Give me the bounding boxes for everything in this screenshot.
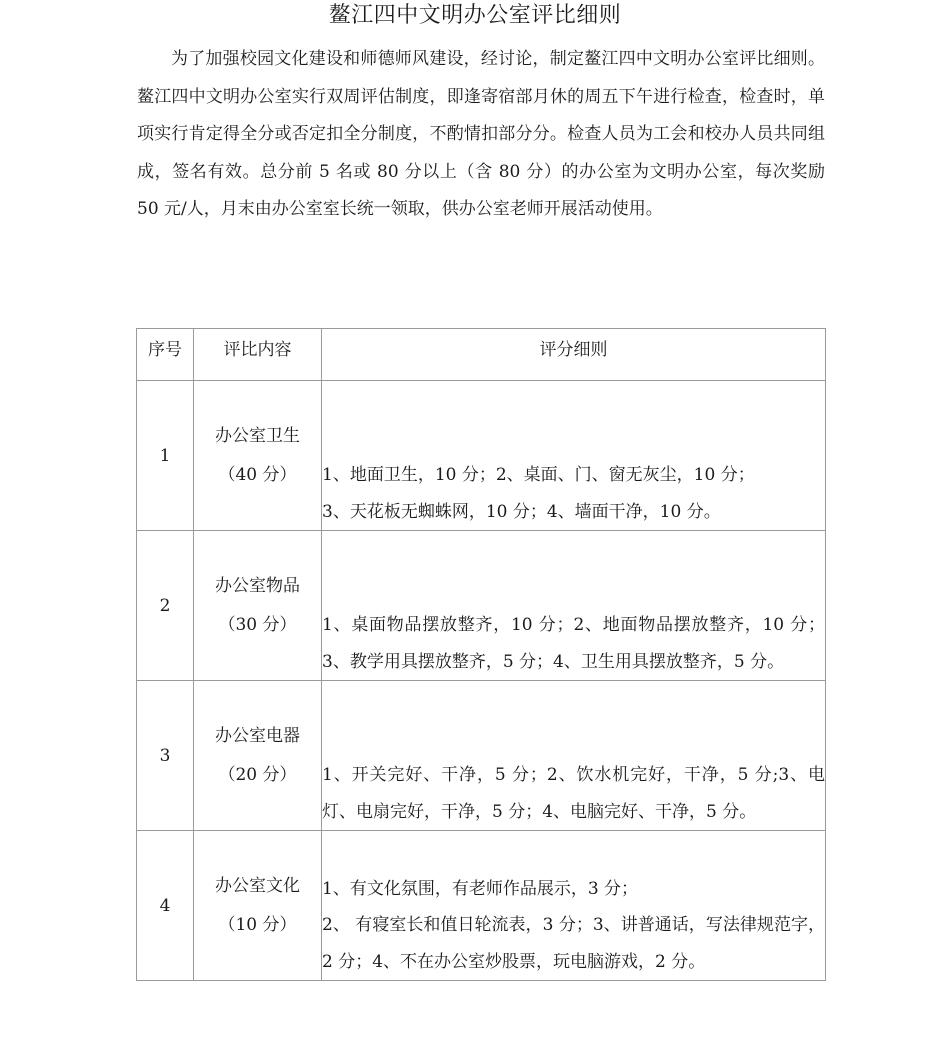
table-header-row: [137, 329, 826, 381]
row-number: 4: [137, 831, 194, 981]
row-item-points: （10 分）: [218, 914, 297, 935]
row-number: 1: [137, 381, 194, 531]
row-detail: [322, 531, 826, 681]
header-number: 序号: [137, 329, 194, 381]
detail-line: 1、有文化氛围，有老师作品展示，3 分；: [322, 878, 639, 899]
row-detail: [322, 681, 826, 831]
intro-paragraph: 为了加强校园文化建设和师德师风建设，经讨论，制定鳌江四中文明办公室评比细则。鳌江四中文明办公室实行双周评估制度，即逢寄宿部月休的周五下午进行检查，检查时，单项实行肯定得全分或否定扣全分制度，不酌情扣部分分。检查人员为工会和校办人员共同组成，签名有效。总分前 5 名或 80 分以上（含 80 分）的办公室为文明办公室，每次奖励 50 元/人，月末由办公室室长统一领取，供办公室老师开展活动使用。: [137, 49, 825, 219]
rating-rules-table: [136, 328, 826, 981]
row-number: 3: [137, 681, 194, 831]
row-item-points: （40 分）: [218, 464, 297, 485]
row-item: [194, 681, 322, 831]
table-row: [137, 681, 826, 831]
document-title: 鳌江四中文明办公室评比细则: [328, 3, 622, 28]
row-item-points: （30 分）: [218, 614, 297, 635]
header-item: 评比内容: [194, 329, 322, 381]
detail-line: 2、 有寝室长和值日轮流表，3 分；3、讲普通话，写法律规范字，2 分；4、不在办公室炒股票，玩电脑游戏，2 分。: [322, 915, 825, 972]
table-row: [137, 381, 826, 531]
detail-line: 1、桌面物品摆放整齐，10 分；2、地面物品摆放整齐，10 分；3、教学用具摆放整齐，5 分；4、卫生用具摆放整齐，5 分。: [322, 615, 825, 672]
row-item-name: 办公室卫生: [215, 425, 300, 446]
row-item: [194, 831, 322, 981]
row-item: [194, 531, 322, 681]
row-detail: [322, 831, 826, 981]
table-row: [137, 531, 826, 681]
table-row: [137, 831, 826, 981]
row-item: [194, 381, 322, 531]
row-number: 2: [137, 531, 194, 681]
header-detail: 评分细则: [322, 329, 826, 381]
row-item-name: 办公室文化: [215, 875, 300, 896]
row-item-name: 办公室电器: [215, 725, 300, 746]
row-item-name: 办公室物品: [215, 575, 300, 596]
detail-line: 3、天花板无蜘蛛网，10 分；4、墙面干净，10 分。: [322, 501, 721, 522]
row-detail: [322, 381, 826, 531]
detail-line: 1、开关完好、干净，5 分；2、饮水机完好，干净，5 分;3、电灯、电扇完好，干净，5 分；4、电脑完好、干净，5 分。: [322, 765, 825, 822]
detail-line: 1、地面卫生，10 分；2、桌面、门、窗无灰尘，10 分；: [322, 465, 755, 485]
row-item-points: （20 分）: [218, 764, 297, 785]
